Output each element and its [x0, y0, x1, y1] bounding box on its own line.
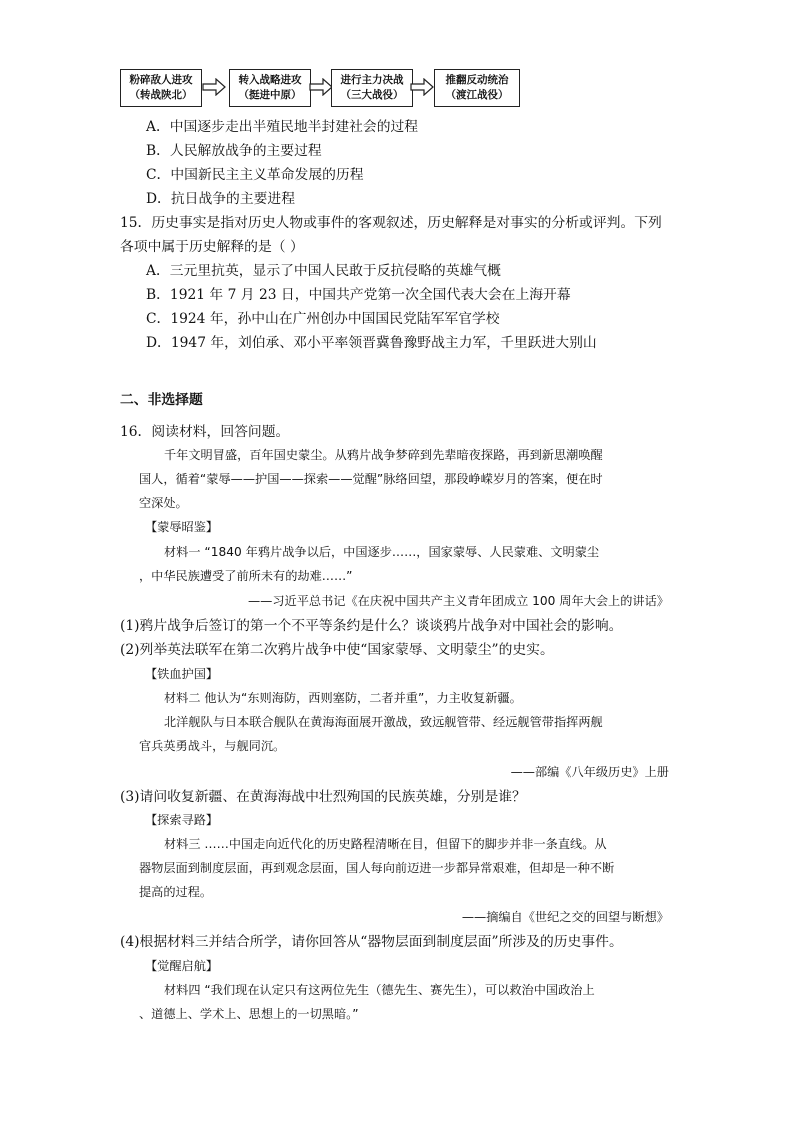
flow-box-4-line1: 推翻反动统治	[445, 74, 509, 86]
material-2-line2: 北洋舰队与日本联合舰队在黄海海面展开激战，致远舰管带、经远舰管带指挥两舰	[164, 715, 603, 729]
q15-stem-line2: 各项中属于历史解释的是（ ）	[120, 239, 304, 255]
flow-box-2-line1: 转入战略进攻	[238, 74, 302, 86]
q14-option-b: B．人民解放战争的主要过程	[146, 143, 322, 159]
q15-option-a: A．三元里抗英，显示了中国人民敢于反抗侵略的英雄气概	[146, 263, 501, 279]
q14-option-c: C．中国新民主主义革命发展的历程	[146, 167, 364, 183]
material-4-line2: 、道德上、学术上、思想上的一切黑暗。”	[139, 1007, 359, 1021]
flow-box-4	[434, 69, 520, 107]
question-4: (4)根据材料三并结合所学，请你回答从“器物层面到制度层面”所涉及的历史事件。	[120, 934, 623, 950]
q16-intro-line2: 国人，循着“蒙辱——护国——探索——觉醒”脉络回望，那段峥嵘岁月的答案，便在时	[139, 472, 603, 486]
q15-option-b: B．1921 年 7 月 23 日，中国共产党第一次全国代表大会在上海开幕	[146, 287, 571, 303]
flow-box-1	[120, 69, 202, 107]
subsection-title-4: 【觉醒启航】	[145, 959, 219, 973]
material-4-line1: 材料四 “我们现在认定只有这两位先生（德先生、赛先生），可以救治中国政治上	[164, 983, 595, 997]
subsection-title-3: 【探索寻路】	[145, 813, 219, 827]
arrow-right-icon	[309, 78, 333, 96]
flow-box-1-line1: 粉碎敌人进攻	[129, 74, 193, 86]
material-3-line1: 材料三 ……中国走向近代化的历史路程清晰在目，但留下的脚步并非一条直线。从	[164, 837, 607, 851]
arrow-right-icon	[410, 78, 434, 96]
flow-box-3-line2: （三大战役）	[340, 89, 404, 101]
material-3-line3: 提高的过程。	[139, 885, 213, 899]
material-1-line2: ，中华民族遭受了前所未有的劫难……”	[139, 569, 353, 583]
flow-box-4-line2: （渡江战役）	[445, 89, 509, 101]
q14-option-a: A．中国逐步走出半殖民地半封建社会的过程	[146, 119, 419, 135]
flow-box-3	[331, 69, 413, 107]
q14-option-d: D．抗日战争的主要进程	[146, 191, 296, 207]
q15-option-c: C．1924 年，孙中山在广州创办中国国民党陆军军官学校	[146, 311, 500, 327]
flow-box-2-line2: （挺进中原）	[238, 89, 302, 101]
material-2-line3: 官兵英勇战斗，与舰同沉。	[139, 739, 286, 753]
flow-box-1-line2: （转战陕北）	[129, 89, 193, 101]
subsection-title-1: 【蒙辱昭鉴】	[145, 520, 219, 534]
subsection-title-2: 【铁血护国】	[145, 667, 219, 681]
material-1-source: ——习近平总书记《在庆祝中国共产主义青年团成立 100 周年大会上的讲话》	[247, 594, 669, 608]
flow-box-3-line1: 进行主力决战	[340, 74, 404, 86]
question-2: (2)列举英法联军在第二次鸦片战争中使“国家蒙辱、文明蒙尘”的史实。	[120, 642, 554, 658]
q16-intro-line3: 空深处。	[139, 496, 188, 510]
material-2-source: ——部编《八年级历史》上册	[510, 765, 669, 779]
material-3-source: ——摘编自《世纪之交的回望与断想》	[461, 910, 669, 924]
material-2-line1: 材料二 他认为“东则海防，西则塞防，二者并重”，力主收复新疆。	[164, 691, 522, 705]
arrow-right-icon	[202, 78, 226, 96]
flow-box-2	[229, 69, 311, 107]
q16-stem: 16．阅读材料，回答问题。	[120, 424, 290, 440]
material-3-line2: 器物层面到制度层面，再到观念层面，国人每向前迈进一步都异常艰难，但却是一种不断	[139, 861, 615, 875]
material-1-line1: 材料一 “1840 年鸦片战争以后，中国逐步……，国家蒙辱、人民蒙难、文明蒙尘	[164, 545, 600, 559]
section2-title: 二、非选择题	[120, 392, 203, 408]
question-3: (3)请问收复新疆、在黄海海战中壮烈殉国的民族英雄，分别是谁？	[120, 789, 526, 805]
q16-intro-line1: 千年文明冒盛，百年国史蒙尘。从鸦片战争梦碎到先辈暗夜探路，再到新思潮唤醒	[164, 448, 603, 462]
flow-diagram	[120, 69, 520, 109]
q15-option-d: D．1947 年，刘伯承、邓小平率领晋冀鲁豫野战主力军，千里跃进大别山	[146, 335, 597, 351]
question-1: (1)鸦片战争后签订的第一个不平等条约是什么？谈谈鸦片战争对中国社会的影响。	[120, 618, 623, 634]
q15-stem-line1: 15．历史事实是指对历史人物或事件的客观叙述，历史解释是对事实的分析或评判。下列	[120, 215, 662, 231]
